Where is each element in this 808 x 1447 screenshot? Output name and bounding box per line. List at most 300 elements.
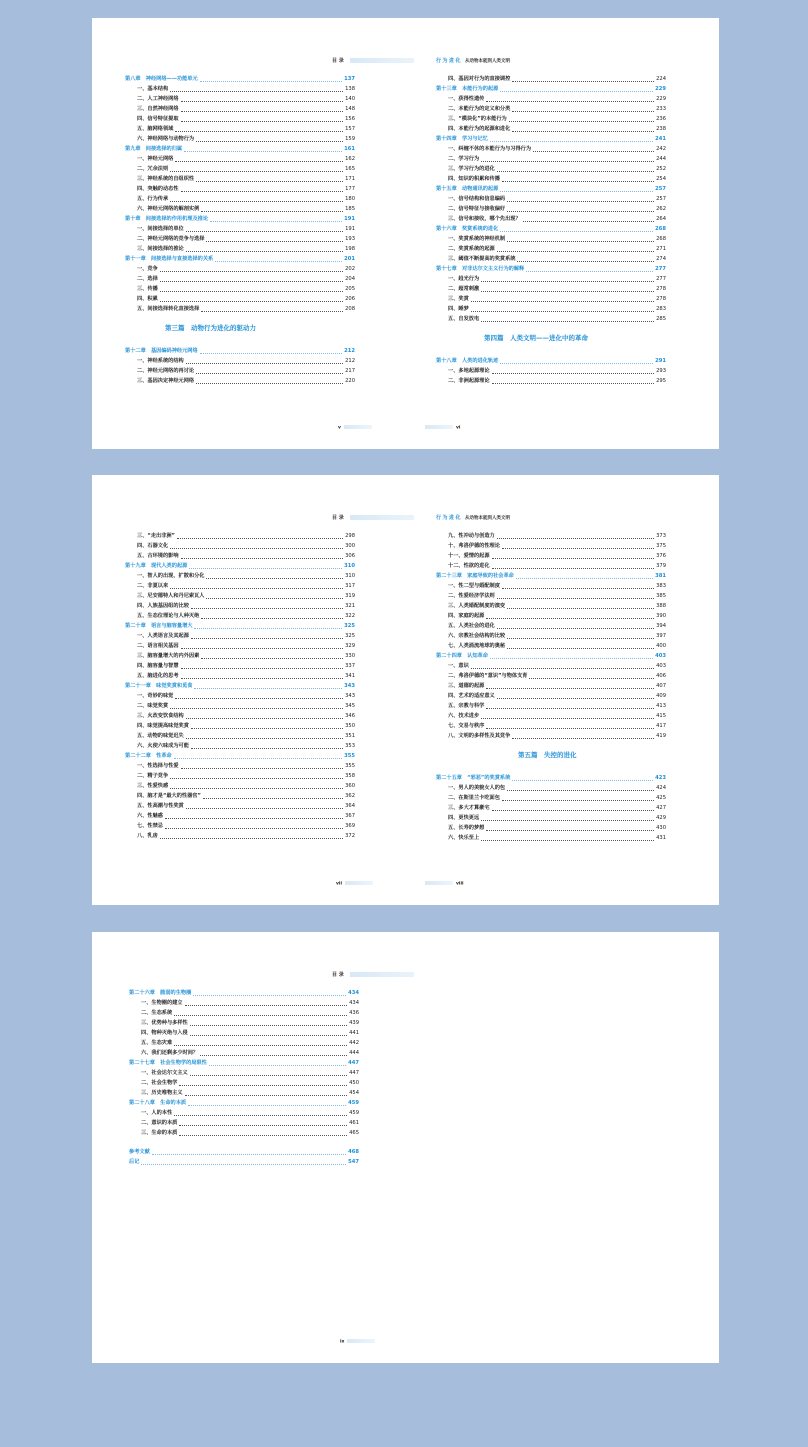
entry-title: 五、动物的味觉迟失 bbox=[137, 733, 184, 739]
section-entry[interactable] bbox=[125, 641, 355, 651]
entry-page-number: 400 bbox=[656, 643, 666, 649]
section-entry[interactable] bbox=[125, 551, 355, 561]
section-entry[interactable] bbox=[436, 793, 666, 803]
section-entry[interactable] bbox=[436, 601, 666, 611]
section-entry[interactable] bbox=[436, 194, 666, 204]
section-entry[interactable] bbox=[436, 581, 666, 591]
entry-title: 第二十七章 社会生物学的局限性 bbox=[129, 1060, 207, 1066]
entry-title: 二、弗洛伊德的“意识”与物体支育 bbox=[448, 673, 528, 679]
section-entry[interactable] bbox=[125, 821, 355, 831]
section-entry[interactable] bbox=[436, 314, 666, 324]
section-entry[interactable] bbox=[436, 94, 666, 104]
page-footer-right: vi bbox=[422, 425, 460, 431]
page-footer-right: viii bbox=[422, 881, 464, 887]
entry-title: 二、冗余法则 bbox=[137, 166, 169, 172]
dot-leader bbox=[206, 241, 343, 242]
entry-title: 第十一章 间接选择与直接选择的关系 bbox=[125, 256, 214, 262]
entry-page-number: 419 bbox=[656, 733, 666, 739]
dot-leader bbox=[490, 658, 653, 659]
section-entry[interactable] bbox=[125, 134, 355, 144]
chapter-entry[interactable] bbox=[129, 1058, 359, 1068]
dot-leader bbox=[201, 618, 343, 619]
dot-leader bbox=[201, 658, 343, 659]
entry-page-number: 434 bbox=[349, 1000, 359, 1006]
section-entry[interactable] bbox=[125, 356, 355, 366]
entry-title: 二、神经元网络的再讨论 bbox=[137, 368, 195, 374]
entry-page-number: 257 bbox=[656, 196, 666, 202]
section-entry[interactable] bbox=[129, 1078, 359, 1088]
entry-page-number: 293 bbox=[656, 368, 666, 374]
section-entry[interactable] bbox=[129, 1018, 359, 1028]
entry-page-number: 360 bbox=[345, 783, 355, 789]
entry-page-number: 353 bbox=[345, 743, 355, 749]
chapter-entry[interactable] bbox=[436, 264, 666, 274]
dot-leader bbox=[481, 840, 654, 841]
dot-leader bbox=[471, 668, 654, 669]
section-entry[interactable] bbox=[129, 1008, 359, 1018]
entry-page-number: 547 bbox=[348, 1159, 359, 1165]
section-entry[interactable] bbox=[436, 174, 666, 184]
entry-page-number: 233 bbox=[656, 106, 666, 112]
section-entry[interactable] bbox=[436, 561, 666, 571]
chapter-entry[interactable] bbox=[436, 84, 666, 94]
entry-title: 四、物种灭绝与入侵 bbox=[141, 1030, 188, 1036]
entry-title: 三、奖赏 bbox=[448, 296, 469, 302]
section-entry[interactable] bbox=[125, 601, 355, 611]
page-footer-left: vii bbox=[336, 881, 376, 887]
entry-page-number: 310 bbox=[345, 573, 355, 579]
entry-title: 一、信号结构和信息编码 bbox=[448, 196, 506, 202]
entry-page-number: 329 bbox=[345, 643, 355, 649]
entry-title: 六、神经元网络的解剖实例 bbox=[137, 206, 200, 212]
section-entry[interactable] bbox=[436, 366, 666, 376]
section-entry[interactable] bbox=[436, 254, 666, 264]
entry-page-number: 278 bbox=[656, 296, 666, 302]
dot-leader bbox=[174, 1045, 347, 1046]
entry-page-number: 325 bbox=[345, 633, 355, 639]
dot-leader bbox=[492, 568, 655, 569]
section-entry[interactable] bbox=[125, 184, 355, 194]
section-entry[interactable] bbox=[436, 274, 666, 284]
section-entry[interactable] bbox=[436, 611, 666, 621]
entry-title: 四、积累 bbox=[137, 296, 158, 302]
section-entry[interactable] bbox=[125, 244, 355, 254]
chapter-entry[interactable] bbox=[125, 254, 355, 264]
dot-leader bbox=[486, 728, 654, 729]
section-entry[interactable] bbox=[125, 791, 355, 801]
section-entry[interactable] bbox=[436, 376, 666, 386]
entry-title: 四、家庭的起源 bbox=[448, 613, 485, 619]
section-entry[interactable] bbox=[436, 294, 666, 304]
dot-leader bbox=[181, 768, 344, 769]
dot-leader bbox=[497, 598, 654, 599]
dot-leader bbox=[160, 301, 343, 302]
dot-leader bbox=[507, 241, 654, 242]
section-entry[interactable] bbox=[436, 671, 666, 681]
entry-title: 六、技术进步 bbox=[448, 713, 480, 719]
section-entry[interactable] bbox=[125, 831, 355, 841]
section-entry[interactable] bbox=[436, 551, 666, 561]
entry-title: 三、传播 bbox=[137, 286, 158, 292]
entry-page-number: 325 bbox=[344, 623, 355, 629]
entry-title: 十、弗洛伊德的性理论 bbox=[448, 543, 500, 549]
dot-leader bbox=[497, 698, 654, 699]
chapter-entry[interactable] bbox=[436, 651, 666, 661]
section-entry[interactable] bbox=[436, 621, 666, 631]
entry-page-number: 295 bbox=[656, 378, 666, 384]
dot-leader bbox=[497, 628, 654, 629]
section-entry[interactable] bbox=[125, 154, 355, 164]
section-entry[interactable] bbox=[125, 591, 355, 601]
dot-leader bbox=[191, 748, 343, 749]
entry-page-number: 278 bbox=[656, 286, 666, 292]
entry-page-number: 322 bbox=[345, 613, 355, 619]
section-entry[interactable] bbox=[125, 274, 355, 284]
chapter-entry[interactable] bbox=[125, 621, 355, 631]
entry-title: 四、突触的动态性 bbox=[137, 186, 179, 192]
dot-leader bbox=[160, 281, 343, 282]
entry-page-number: 343 bbox=[345, 693, 355, 699]
dot-leader bbox=[500, 91, 653, 92]
entry-page-number: 465 bbox=[349, 1130, 359, 1136]
section-entry[interactable] bbox=[125, 711, 355, 721]
section-entry[interactable] bbox=[125, 691, 355, 701]
dot-leader bbox=[486, 618, 654, 619]
entry-page-number: 390 bbox=[656, 613, 666, 619]
page-header-right: 行为进化 从动物本能到人类文明 bbox=[436, 58, 511, 64]
section-entry[interactable] bbox=[125, 671, 355, 681]
entry-title: 四、本能行为的起源和进化 bbox=[448, 126, 511, 132]
chapter-entry[interactable] bbox=[129, 1098, 359, 1108]
entry-title: 二、奖赏系统的起源 bbox=[448, 246, 495, 252]
dot-leader bbox=[209, 1065, 346, 1066]
section-entry[interactable] bbox=[436, 661, 666, 671]
entry-title: 一、间接选择的单位 bbox=[137, 226, 184, 232]
section-entry[interactable] bbox=[125, 571, 355, 581]
dot-leader bbox=[186, 363, 343, 364]
entry-title: 一、人类语言及其起源 bbox=[137, 633, 189, 639]
section-entry[interactable] bbox=[125, 264, 355, 274]
entry-title: 一、意识 bbox=[448, 663, 469, 669]
entry-title: 第二十一章 味觉奖赏和觅食 bbox=[125, 683, 193, 689]
section-entry[interactable] bbox=[436, 721, 666, 731]
section-entry[interactable] bbox=[436, 731, 666, 741]
dot-leader bbox=[170, 171, 343, 172]
section-entry[interactable] bbox=[125, 204, 355, 214]
dot-leader bbox=[492, 558, 655, 559]
entry-page-number: 450 bbox=[349, 1080, 359, 1086]
chapter-entry[interactable] bbox=[436, 184, 666, 194]
entry-page-number: 345 bbox=[345, 703, 355, 709]
dot-leader bbox=[200, 1055, 347, 1056]
entry-page-number: 262 bbox=[656, 206, 666, 212]
section-entry[interactable] bbox=[125, 234, 355, 244]
section-entry[interactable] bbox=[125, 531, 355, 541]
entry-title: 三、火改变饮食结构 bbox=[137, 713, 184, 719]
chapter-entry[interactable] bbox=[125, 561, 355, 571]
section-entry[interactable] bbox=[436, 541, 666, 551]
entry-page-number: 454 bbox=[349, 1090, 359, 1096]
dot-leader bbox=[165, 818, 343, 819]
chapter-entry[interactable] bbox=[129, 988, 359, 998]
section-entry[interactable] bbox=[125, 631, 355, 641]
dot-leader bbox=[170, 201, 343, 202]
chapter-entry[interactable] bbox=[125, 681, 355, 691]
dot-leader bbox=[512, 81, 654, 82]
section-entry[interactable] bbox=[125, 581, 355, 591]
entry-title: 七、交易与秩序 bbox=[448, 723, 485, 729]
dot-leader bbox=[517, 261, 654, 262]
section-entry[interactable] bbox=[125, 284, 355, 294]
entry-title: 一、神经系统的结构 bbox=[137, 358, 184, 364]
section-entry[interactable] bbox=[129, 1048, 359, 1058]
entry-page-number: 300 bbox=[345, 543, 355, 549]
section-entry[interactable] bbox=[436, 214, 666, 224]
dot-leader bbox=[196, 181, 343, 182]
section-entry[interactable] bbox=[436, 144, 666, 154]
section-entry[interactable] bbox=[436, 691, 666, 701]
entry-title: 四、基因对行为的直接调控 bbox=[448, 76, 511, 82]
entry-page-number: 394 bbox=[656, 623, 666, 629]
section-entry[interactable] bbox=[436, 244, 666, 254]
entry-page-number: 364 bbox=[345, 803, 355, 809]
section-entry[interactable] bbox=[129, 1068, 359, 1078]
entry-page-number: 224 bbox=[656, 76, 666, 82]
dot-leader bbox=[512, 780, 653, 781]
section-entry[interactable] bbox=[125, 376, 355, 386]
section-entry[interactable] bbox=[125, 164, 355, 174]
entry-page-number: 291 bbox=[655, 358, 666, 364]
part-heading[interactable]: 第三篇 动物行为进化的驱动力 bbox=[165, 324, 256, 332]
entry-page-number: 459 bbox=[349, 1110, 359, 1116]
section-entry[interactable] bbox=[436, 204, 666, 214]
entry-page-number: 254 bbox=[656, 176, 666, 182]
part-heading[interactable]: 第五篇 失控的进化 bbox=[518, 751, 577, 759]
chapter-entry[interactable] bbox=[436, 356, 666, 366]
entry-title: 七、性禁忌 bbox=[137, 823, 163, 829]
section-entry[interactable] bbox=[129, 1118, 359, 1128]
section-entry[interactable] bbox=[436, 681, 666, 691]
section-entry[interactable] bbox=[125, 84, 355, 94]
dot-leader bbox=[486, 101, 654, 102]
dot-leader bbox=[500, 231, 653, 232]
entry-page-number: 283 bbox=[656, 306, 666, 312]
section-entry[interactable] bbox=[125, 104, 355, 114]
entry-page-number: 271 bbox=[656, 246, 666, 252]
chapter-entry[interactable] bbox=[436, 134, 666, 144]
section-entry[interactable] bbox=[125, 731, 355, 741]
entry-title: 三、学习行为的进化 bbox=[448, 166, 495, 172]
section-entry[interactable] bbox=[436, 284, 666, 294]
section-entry[interactable] bbox=[125, 94, 355, 104]
section-entry[interactable] bbox=[436, 833, 666, 843]
section-entry[interactable] bbox=[125, 761, 355, 771]
dot-leader bbox=[509, 121, 654, 122]
section-entry[interactable] bbox=[125, 801, 355, 811]
dot-leader bbox=[516, 578, 653, 579]
section-entry[interactable] bbox=[436, 104, 666, 114]
dot-leader bbox=[203, 798, 343, 799]
section-entry[interactable] bbox=[436, 154, 666, 164]
dot-leader bbox=[185, 1095, 348, 1096]
entry-page-number: 242 bbox=[656, 146, 666, 152]
toc-column-left bbox=[125, 74, 355, 386]
dot-leader bbox=[206, 578, 343, 579]
section-entry[interactable] bbox=[436, 711, 666, 721]
section-entry[interactable] bbox=[436, 641, 666, 651]
chapter-entry[interactable] bbox=[125, 214, 355, 224]
section-entry[interactable] bbox=[125, 781, 355, 791]
section-entry[interactable] bbox=[125, 611, 355, 621]
section-entry[interactable] bbox=[436, 164, 666, 174]
entry-page-number: 358 bbox=[345, 773, 355, 779]
section-entry[interactable] bbox=[125, 541, 355, 551]
entry-page-number: 257 bbox=[655, 186, 666, 192]
entry-title: 三、间接选择的推论 bbox=[137, 246, 184, 252]
section-entry[interactable] bbox=[129, 1128, 359, 1138]
dot-leader bbox=[500, 363, 653, 364]
section-entry[interactable] bbox=[125, 224, 355, 234]
section-entry[interactable] bbox=[125, 651, 355, 661]
dot-leader bbox=[141, 1164, 346, 1165]
chapter-entry[interactable] bbox=[125, 751, 355, 761]
toc-spacer bbox=[129, 1138, 359, 1147]
entry-page-number: 177 bbox=[345, 186, 355, 192]
section-entry[interactable] bbox=[436, 234, 666, 244]
entry-page-number: 355 bbox=[345, 763, 355, 769]
section-entry[interactable] bbox=[125, 741, 355, 751]
dot-leader bbox=[181, 558, 344, 559]
section-entry[interactable] bbox=[125, 294, 355, 304]
backmatter-entry[interactable] bbox=[129, 1147, 359, 1157]
entry-title: 二、学习行为 bbox=[448, 156, 480, 162]
entry-page-number: 157 bbox=[345, 126, 355, 132]
dot-leader bbox=[201, 211, 343, 212]
dot-leader bbox=[492, 383, 655, 384]
dot-leader bbox=[507, 638, 654, 639]
chapter-entry[interactable] bbox=[125, 144, 355, 154]
section-entry[interactable] bbox=[129, 998, 359, 1008]
page-footer-left: ix bbox=[340, 1339, 378, 1345]
part-heading-wrap bbox=[436, 741, 666, 773]
section-entry[interactable] bbox=[436, 124, 666, 134]
entry-title: 六、快乐至上 bbox=[448, 835, 480, 841]
entry-page-number: 191 bbox=[344, 216, 355, 222]
section-entry[interactable] bbox=[436, 531, 666, 541]
dot-leader bbox=[175, 698, 343, 699]
section-entry[interactable] bbox=[125, 661, 355, 671]
entry-page-number: 461 bbox=[349, 1120, 359, 1126]
backmatter-entry[interactable] bbox=[129, 1157, 359, 1167]
entry-title: 五、间接选择转化直接选择 bbox=[137, 306, 200, 312]
section-entry[interactable] bbox=[436, 813, 666, 823]
section-entry[interactable] bbox=[125, 124, 355, 134]
entry-title: 二、精子竞争 bbox=[137, 773, 169, 779]
section-entry[interactable] bbox=[125, 194, 355, 204]
section-entry[interactable] bbox=[436, 114, 666, 124]
section-entry[interactable] bbox=[129, 1038, 359, 1048]
section-entry[interactable] bbox=[129, 1028, 359, 1038]
dot-leader bbox=[481, 161, 654, 162]
dot-leader bbox=[507, 201, 654, 202]
entry-page-number: 407 bbox=[656, 683, 666, 689]
entry-page-number: 268 bbox=[656, 236, 666, 242]
entry-page-number: 180 bbox=[345, 196, 355, 202]
entry-page-number: 381 bbox=[655, 573, 666, 579]
chapter-entry[interactable] bbox=[125, 74, 355, 84]
dot-leader bbox=[181, 191, 344, 192]
entry-title: 第十七章 对非达尔文主义行为的解释 bbox=[436, 266, 525, 272]
dot-leader bbox=[193, 995, 346, 996]
section-entry[interactable] bbox=[125, 114, 355, 124]
section-entry[interactable] bbox=[436, 701, 666, 711]
entry-page-number: 415 bbox=[656, 713, 666, 719]
section-entry[interactable] bbox=[125, 366, 355, 376]
entry-page-number: 417 bbox=[656, 723, 666, 729]
entry-page-number: 444 bbox=[349, 1050, 359, 1056]
entry-title: 第九章 间接选择的归属 bbox=[125, 146, 183, 152]
entry-page-number: 252 bbox=[656, 166, 666, 172]
part-heading[interactable]: 第四篇 人类文明——进化中的革命 bbox=[484, 334, 588, 342]
dot-leader bbox=[206, 598, 343, 599]
dot-leader bbox=[170, 788, 343, 789]
section-entry[interactable] bbox=[125, 811, 355, 821]
section-entry[interactable] bbox=[436, 823, 666, 833]
entry-page-number: 148 bbox=[345, 106, 355, 112]
section-entry[interactable] bbox=[436, 304, 666, 314]
dot-leader bbox=[181, 678, 344, 679]
dot-leader bbox=[181, 101, 344, 102]
entry-title: 四、知识的积累和传播 bbox=[448, 176, 500, 182]
entry-page-number: 424 bbox=[656, 785, 666, 791]
section-entry[interactable] bbox=[125, 721, 355, 731]
chapter-entry[interactable] bbox=[436, 571, 666, 581]
entry-title: 第十章 间接选择的作用机理及推论 bbox=[125, 216, 209, 222]
dot-leader bbox=[186, 231, 343, 232]
chapter-entry[interactable] bbox=[436, 773, 666, 783]
section-entry[interactable] bbox=[129, 1108, 359, 1118]
dot-leader bbox=[497, 251, 654, 252]
section-entry[interactable] bbox=[436, 631, 666, 641]
section-entry[interactable] bbox=[125, 304, 355, 314]
section-entry[interactable] bbox=[436, 74, 666, 84]
entry-title: 六、火使六味成为可能 bbox=[137, 743, 189, 749]
entry-page-number: 403 bbox=[656, 663, 666, 669]
entry-page-number: 201 bbox=[344, 256, 355, 262]
section-entry[interactable] bbox=[125, 771, 355, 781]
dot-leader bbox=[201, 311, 343, 312]
section-entry[interactable] bbox=[125, 174, 355, 184]
entry-page-number: 217 bbox=[345, 368, 355, 374]
entry-page-number: 350 bbox=[345, 723, 355, 729]
dot-leader bbox=[181, 121, 344, 122]
section-entry[interactable] bbox=[125, 701, 355, 711]
section-entry[interactable] bbox=[436, 803, 666, 813]
entry-title: 五、行为传承 bbox=[137, 196, 169, 202]
chapter-entry[interactable] bbox=[436, 224, 666, 234]
section-entry[interactable] bbox=[436, 783, 666, 793]
entry-page-number: 229 bbox=[655, 86, 666, 92]
section-entry[interactable] bbox=[129, 1088, 359, 1098]
entry-title: 后记 bbox=[129, 1159, 140, 1165]
dot-leader bbox=[181, 648, 344, 649]
entry-title: 五、脑网络领域 bbox=[137, 126, 174, 132]
chapter-entry[interactable] bbox=[125, 346, 355, 356]
entry-page-number: 298 bbox=[345, 533, 355, 539]
entry-title: 二、人工神经网络 bbox=[137, 96, 179, 102]
section-entry[interactable] bbox=[436, 591, 666, 601]
entry-page-number: 138 bbox=[345, 86, 355, 92]
